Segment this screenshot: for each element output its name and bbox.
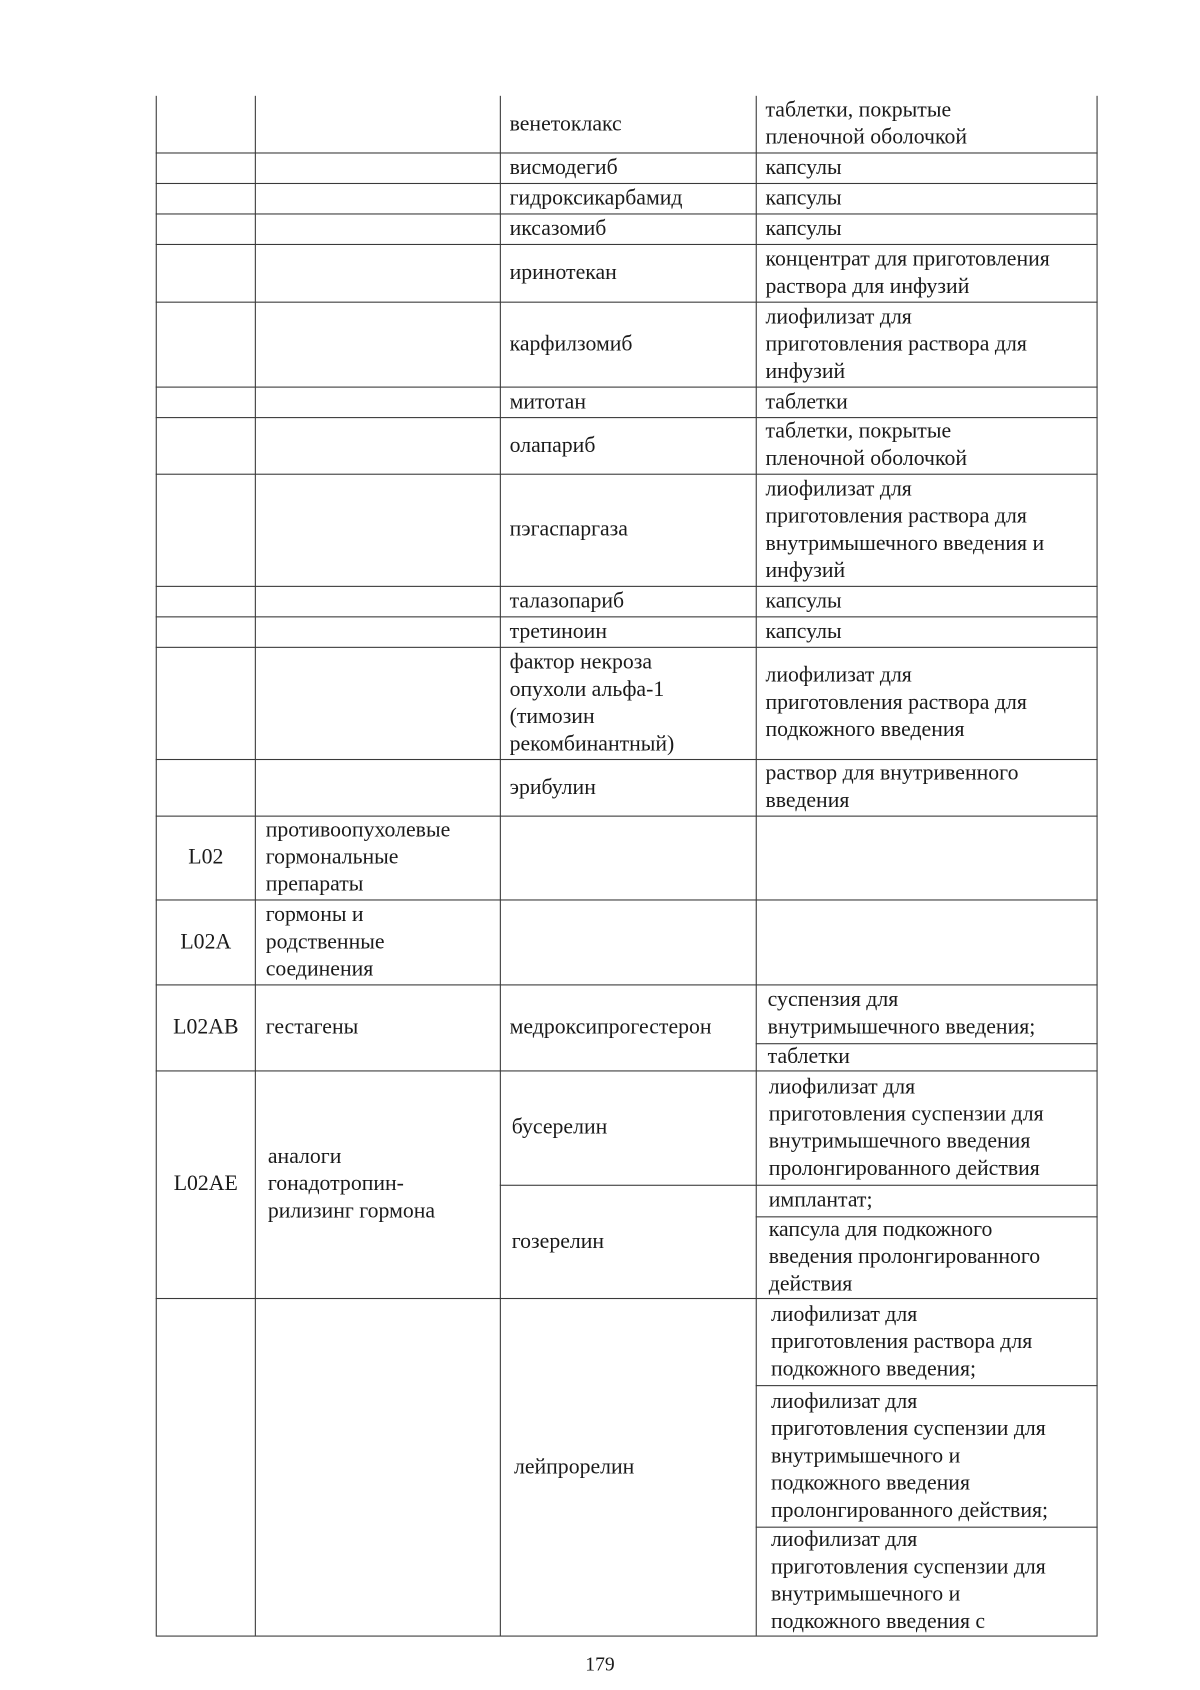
table-cell-form: лиофилизат для приготовления раствора для инфузий [765,304,1027,383]
table-cell-drug: лейпрорелин [513,1454,635,1479]
table-cell-form: лиофилизат для приготовления раствора для внутримышечного введения и инфузий [765,476,1045,583]
table-cell-form: таблетки [767,1044,850,1069]
table-cell-form: раствор для внутривенного введения [765,761,1019,813]
table-cell-form: капсулы [765,216,842,241]
table-cell-drug: медроксипрогестерон [509,1014,712,1039]
table-cell-group: гормоны и родственные соединения [265,902,385,981]
table-cell-drug: гозерелин [511,1228,605,1253]
table-cell-form: капсулы [765,619,842,643]
table-cell-drug: бусерелин [511,1115,608,1139]
table-cell-code: L02A [180,929,232,954]
table-cell-form: суспензия для внутримышечного введения; [767,987,1036,1039]
table-cell-form: капсулы [765,185,842,210]
table-cell-form: лиофилизат для приготовления раствора для подкожного введения; [770,1301,1033,1381]
table-cell-drug: висмодегиб [509,155,618,180]
table-cell-code: L02AB [173,1014,239,1039]
table-border-right [1097,96,1098,1636]
table-cell-drug: карфилзомиб [509,331,633,356]
table-cell-drug: венетоклакс [509,111,622,136]
table-cell-form: таблетки, покрытые пленочной оболочкой [765,98,968,150]
table-cell-code: L02AE [173,1171,238,1196]
table-cell-drug: гидроксикарбамид [509,185,683,210]
table-cell-group: аналоги гонадотропин- рилизинг гормона [267,1144,436,1223]
table-cell-code: L02 [188,844,224,869]
table-cell-form: таблетки, покрытые пленочной оболочкой [765,419,968,471]
table-cell-form: лиофилизат для приготовления суспензии для внутримышечного введения пролонгированного действия [768,1074,1044,1180]
column-divider-3 [756,96,757,1636]
table-cell-form: лиофилизат для приготовления суспензии для внутримышечного и подкожного введения пролонгированного действия; [770,1388,1049,1522]
table-cell-drug: талазопариб [509,588,625,613]
table-cell-drug: фактор некроза опухоли альфа-1 (тимозин рекомбинантный) [509,649,675,756]
table-cell-drug: эрибулин [509,774,596,799]
table-cell-form: капсулы [765,588,842,613]
table-cell-drug: олапариб [509,432,596,457]
column-divider-2 [500,96,501,1636]
column-divider-1 [255,96,256,1636]
table-cell-group: противоопухолевые гормональные препараты [265,817,451,897]
table-cell-form: концентрат для приготовления раствора для инфузий [765,246,1050,298]
table-cell-form: таблетки [765,389,848,414]
table-cell-form: лиофилизат для приготовления суспензии для внутримышечного и подкожного введения с [770,1527,1046,1634]
table-cell-form: капсулы [765,155,842,180]
table-cell-form: лиофилизат для приготовления раствора для подкожного введения [765,663,1027,742]
page-number: 179 [585,1652,615,1675]
table-cell-form: имплантат; [768,1187,873,1212]
table-cell-drug: митотан [509,389,586,414]
table-cell-drug: пэгаспаргаза [509,517,628,542]
table-cell-drug: иринотекан [509,260,617,285]
table-cell-form: капсула для подкожного введения пролонгированного действия [768,1217,1041,1296]
table-cell-drug: иксазомиб [509,216,607,241]
table-cell-group: гестагены [265,1014,359,1039]
table-cell-drug: третиноин [509,619,607,643]
